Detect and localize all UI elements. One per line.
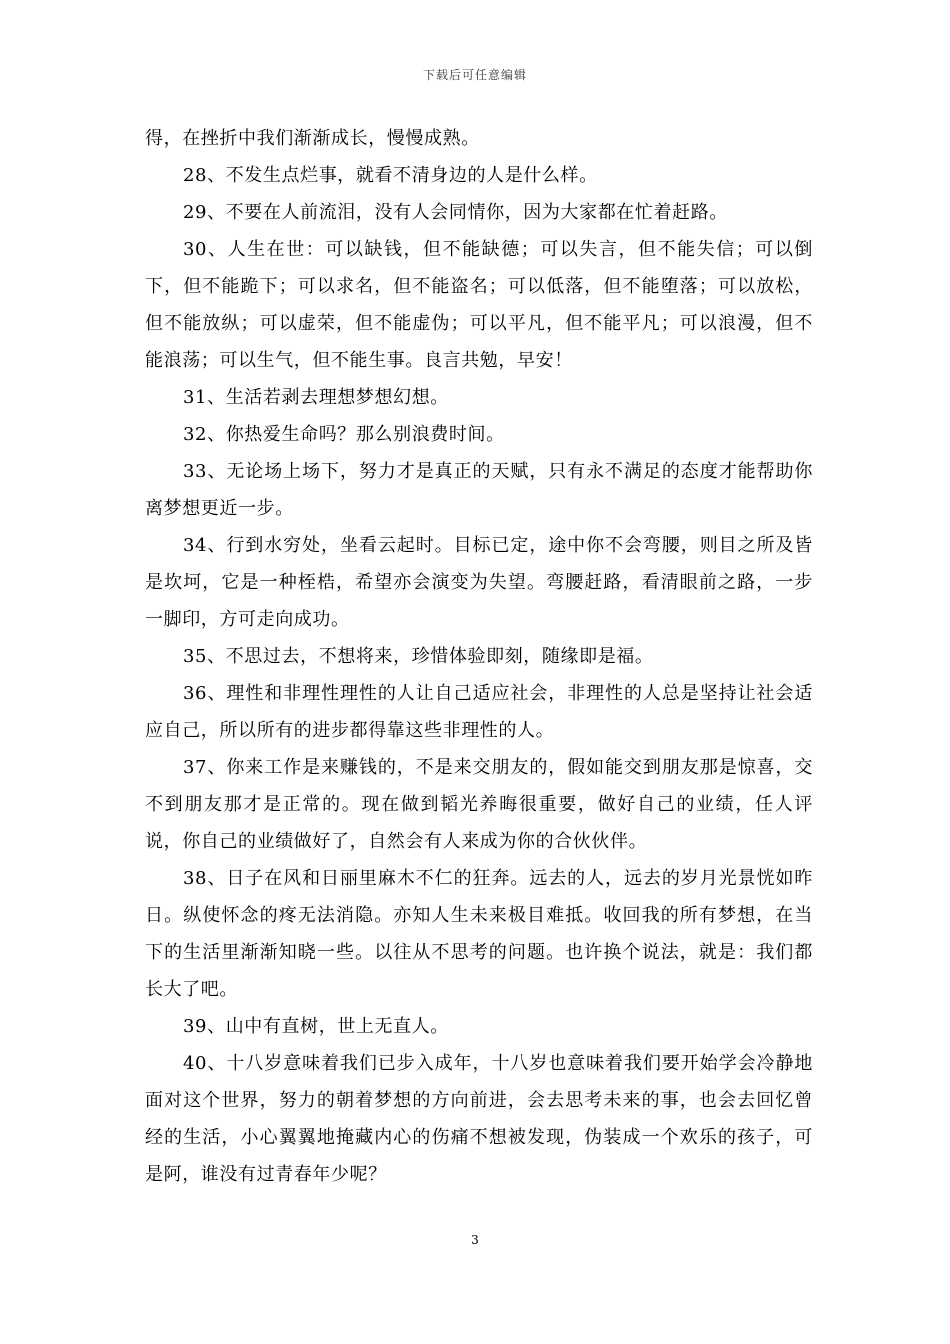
paragraph-34: 34、行到水穷处，坐看云起时。目标已定，途中你不会弯腰，则目之所及皆是坎坷，它是一种桎梏，希望亦会演变为失望。弯腰赶路，看清眼前之路，一步一脚印，方可走向成功。	[145, 535, 813, 630]
paragraph-29: 29、不要在人前流泪，没有人会同情你，因为大家都在忙着赶路。	[183, 202, 728, 223]
paragraph-37: 37、你来工作是来赚钱的，不是来交朋友的，假如能交到朋友那是惊喜，交不到朋友那才是正常的。现在做到韬光养晦很重要，做好自己的业绩，任人评说，你自己的业绩做好了，自然会有人来成为你的合伙伙伴。	[145, 757, 813, 852]
body-text	[145, 120, 813, 1193]
paragraph-30: 30、人生在世：可以缺钱，但不能缺德；可以失言，但不能失信；可以倒下，但不能跪下；可以求名，但不能盗名；可以低落，但不能堕落；可以放松，但不能放纵；可以虚荣，但不能虚伪；可以平凡，但不能平凡；可以浪漫，但不能浪荡；可以生气，但不能生事。良言共勉，早安！	[145, 239, 813, 371]
page-number: 3	[471, 1233, 479, 1247]
paragraph-continuation: 得，在挫折中我们渐渐成长，慢慢成熟。	[145, 128, 480, 149]
page-header: 下载后可任意编辑	[422, 68, 527, 82]
paragraph-36: 36、理性和非理性理性的人让自己适应社会，非理性的人总是坚持让社会适应自己，所以所有的进步都得靠这些非理性的人。	[145, 683, 813, 741]
paragraph-40: 40、十八岁意味着我们已步入成年，十八岁也意味着我们要开始学会冷静地面对这个世界，努力的朝着梦想的方向前进，会去思考未来的事，也会去回忆曾经的生活，小心翼翼地掩藏内心的伤痛不想被发现，伪装成一个欢乐的孩子，可是阿，谁没有过青春年少呢？	[145, 1053, 813, 1185]
paragraph-39: 39、山中有直树，世上无直人。	[183, 1016, 449, 1037]
paragraph-35: 35、不思过去，不想将来，珍惜体验即刻，随缘即是福。	[183, 646, 654, 667]
paragraph-31: 31、生活若剥去理想梦想幻想。	[183, 387, 449, 408]
paragraph-32: 32、你热爱生命吗？那么别浪费时间。	[183, 424, 505, 445]
paragraph-28: 28、不发生点烂事，就看不清身边的人是什么样。	[183, 165, 598, 186]
paragraph-33: 33、无论场上场下，努力才是真正的天赋，只有永不满足的态度才能帮助你离梦想更近一步。	[145, 461, 813, 519]
paragraph-38: 38、日子在风和日丽里麻木不仁的狂奔。远去的人，远去的岁月光景恍如昨日。纵使怀念的疼无法消隐。亦知人生未来极目难抵。收回我的所有梦想，在当下的生活里渐渐知晓一些。以往从不思考的问题。也许换个说法，就是：我们都长大了吧。	[145, 868, 813, 1000]
